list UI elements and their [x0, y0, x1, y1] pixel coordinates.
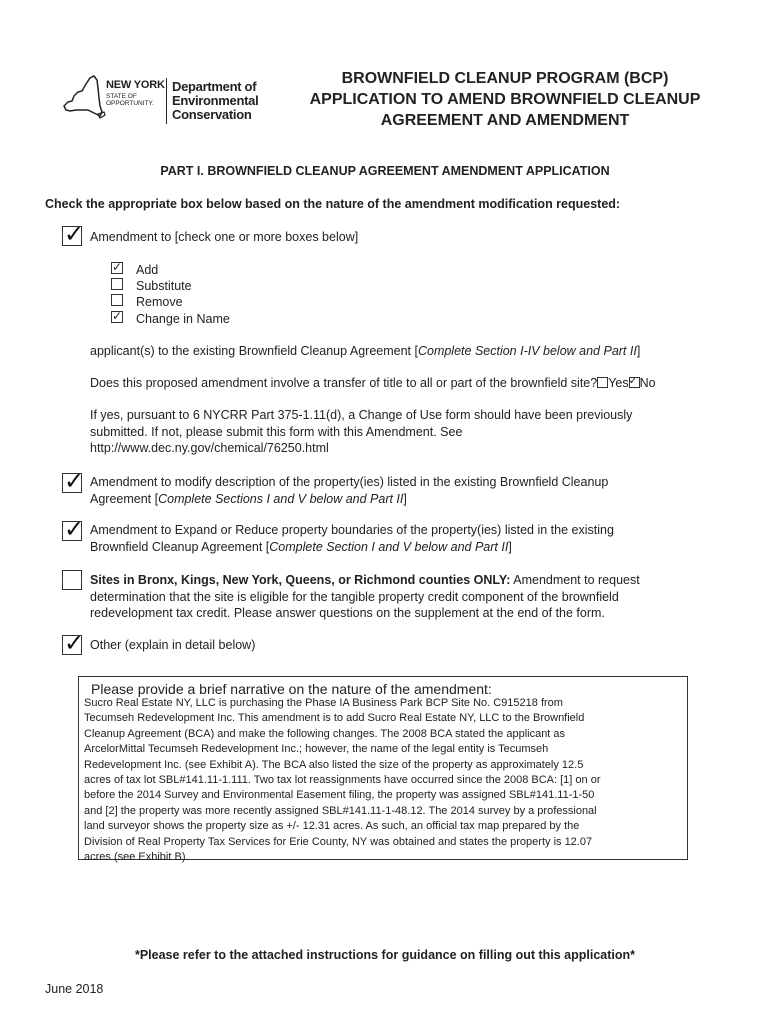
dec-logo-text: Department of Environmental Conservation [172, 79, 259, 122]
option-change-name-label: Change in Name [136, 312, 230, 326]
ny-logo-text: NEW YORK [106, 79, 165, 91]
option-add-checkbox[interactable]: ✓ [112, 260, 123, 274]
form-date: June 2018 [45, 982, 104, 996]
option-substitute-label: Substitute [136, 279, 192, 293]
option-remove-label: Remove [136, 295, 183, 309]
narrative-heading: Please provide a brief narrative on the nature of the amendment: [91, 681, 492, 697]
if-yes-text: If yes, pursuant to 6 NYCRR Part 375-1.11(d), a Change of Use form should have been previously submitted. If not, please submit this form with this Amendment. See http://www.dec.ny.gov/chemical/76250.html [90, 408, 633, 455]
ny-logo-subtext: STATE OF OPPORTUNITY. [106, 93, 154, 107]
amend-other-checkbox[interactable]: ✓ [64, 630, 85, 657]
transfer-no-label: No [639, 376, 656, 390]
transfer-yes-label: Yes [608, 376, 629, 390]
amend-applicants-checkbox[interactable]: ✓ [64, 221, 85, 248]
option-change-name-checkbox[interactable]: ✓ [112, 309, 123, 323]
amend-boundaries-text: Amendment to Expand or Reduce property boundaries of the property(ies) listed in the existing Brownfield Cleanup Agreement [Complete Section I and V below and Part II] [90, 523, 614, 554]
option-substitute-checkbox[interactable] [111, 278, 123, 290]
footer-note: *Please refer to the attached instructions for guidance on filling out this application* [134, 948, 636, 962]
transfer-no-checkbox[interactable]: ✓ [628, 375, 638, 387]
nys-dec-logo [62, 72, 282, 132]
amend-sites-text: Sites in Bronx, Kings, New York, Queens, or Richmond counties ONLY: Amendment to request determination that the site is eligible for the tangible property credit component of the brownfield redevelopment tax credit. Please answer questions on the supplement at the end of the form. [90, 573, 640, 620]
amend-applicants-label: Amendment to [check one or more boxes below] [90, 230, 359, 244]
applicants-text: applicant(s) to the existing Brownfield Cleanup Agreement [Complete Section I-IV below and Part II] [90, 344, 641, 358]
transfer-yes-checkbox[interactable] [597, 377, 608, 388]
narrative-textbox[interactable] [78, 676, 688, 864]
change-of-use-link[interactable]: http://www.dec.ny.gov/chemical/76250.html [90, 441, 329, 455]
instruction-text: Check the appropriate box below based on the nature of the amendment modification requested: [45, 197, 621, 211]
amend-description-checkbox[interactable]: ✓ [64, 468, 85, 495]
page-title: BROWNFIELD CLEANUP PROGRAM (BCP) APPLICATION TO AMEND BROWNFIELD CLEANUP AGREEMENT AND AMENDMENT [309, 70, 701, 129]
part1-heading: PART I. BROWNFIELD CLEANUP AGREEMENT AMENDMENT APPLICATION [160, 164, 610, 178]
option-remove-checkbox[interactable] [111, 294, 123, 306]
logo-divider [166, 78, 167, 124]
new-york-state-map-icon [62, 72, 106, 124]
amend-description-text: Amendment to modify description of the property(ies) listed in the existing Brownfield Cleanup Agreement [Complete Sections I and V below and Part II] [90, 475, 609, 506]
narrative-text: Sucro Real Estate NY, LLC is purchasing the Phase IA Business Park BCP Site No. C915218 from Tecumseh Redevelopment Inc. This amendment is to add Sucro Real Estate NY, LLC to the Brownfield Cleanup Agreement (BCA) and make the following changes. The 2008 BCA stated the applicant as ArcelorMittal Tecumseh Redevelopment Inc.; however, the name of the legal entity is Tecumseh Redevelopment Inc. (see Exhibit A). The BCA also listed the size of the property as approximately 12.5 acres of tax lot SBL#141.11-1.111. Two tax lot reassignments have occurred since the 2008 BCA: [1] on or before the 2014 Survey and Environmental Easement filing, the property was assigned SBL#141.11-1-50 and [2] the property was more recently assigned SBL#141.11-1-48.12. The 2014 survey by a professional land surveyor shows the property size as +/- 12.31 acres. As such, an official tax map prepared by the Division of Real Property Tax Services for Erie County, NY was obtained and states the property is 12.07 acres (see Exhibit B). [84, 697, 601, 864]
amend-sites-checkbox[interactable] [62, 570, 82, 590]
option-add-label: Add [136, 263, 159, 277]
transfer-question: Does this proposed amendment involve a transfer of title to all or part of the brownfield site? Yes ✓ No [90, 375, 656, 390]
amend-boundaries-checkbox[interactable]: ✓ [64, 516, 85, 543]
amend-other-label: Other (explain in detail below) [90, 638, 256, 652]
